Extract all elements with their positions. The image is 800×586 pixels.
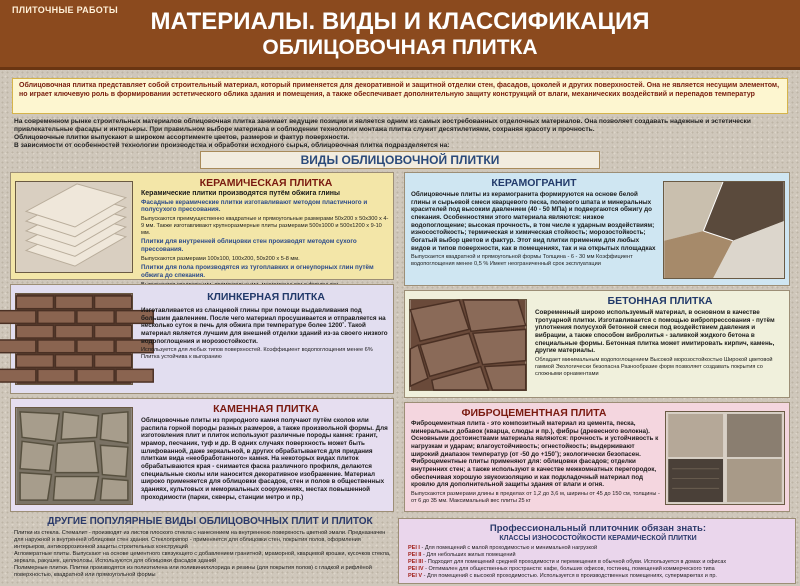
pei-code: PEI III	[408, 559, 423, 565]
pro-title: Профессиональный плиточник обязан знать:	[489, 523, 707, 534]
pei-row	[408, 559, 794, 565]
panel-stone	[10, 398, 394, 512]
page-title: МАТЕРИАЛЫ. ВИДЫ И КЛАССИФИКАЦИЯ	[150, 8, 650, 35]
stone-text: Облицовочные плиты из природного камня получают путём сколов или распила горной породы разных размеров, а также произвольной формы. Для изготовления плит и плиток используют различные породы камня: гранит, мрамор, песчаник, туф и др. В одних случаях поверхность может быть шлифованной, даже зеркальной, в других обрабатывается для придания плиткам вида «необработанного» камня. На некоторых видах плиток обрабатываются края - снимается фаска различного профиля, делаются специальные сколы или наносится декоративное изображение. Материал широко применяется для облицовки фасадов, стен и полов в общественных зданиях, культовых и мемориальных сооружениях, местах повышенной проходимости (парки, скверы, станции метро и пр.)	[141, 417, 388, 501]
fibercement-text-2: Выпускаются размерами длины в пределах от 1,2 до 3,6 м, ширины от 45 до 150 см, толщины - от 6 до 35 мм. Максимальный вес плиты 25 кг	[411, 491, 660, 504]
pei-row	[408, 566, 794, 572]
pei-text: - Для небольших жилых помещений	[422, 552, 516, 558]
ceramic-text-1: Керамические плитки производятся путём обжига глины	[141, 190, 340, 197]
panel-porcelain	[404, 172, 790, 286]
ceramic-text-5: Выпускаются размерами 100x100, 100x200, 50x200 x 5-8 мм.	[141, 255, 300, 262]
pei-code: PEI I	[408, 545, 420, 551]
stone-tile-photo	[15, 407, 133, 505]
fibercement-text	[411, 420, 661, 505]
ceramic-text-4: Плитки для внутренней облицовки стен производят методом сухого прессования.	[141, 238, 357, 253]
pro-subtitle: КЛАССЫ ИЗНОСОСТОЙКОСТИ КЕРАМИЧЕСКОЙ ПЛИТКИ	[499, 535, 697, 542]
panel-clinker	[10, 284, 394, 394]
extra-types-title: ДРУГИЕ ПОПУЛЯРНЫЕ ВИДЫ ОБЛИЦОВОЧНЫХ ПЛИТ И ПЛИТОК	[47, 516, 373, 527]
extra-item-polymer: Полимерные плитки. Плитки производятся из полиэтилена или поливинилхлорида и резины (для покрытия полов) с гладкой и рифлёной поверхностью, квадратной или прямоугольной формы	[14, 564, 372, 578]
clinker-text-2: Используется для любых типов поверхностей. Коэффициент водопоглощения менее 6% Плитка устойчива к выгоранию	[141, 347, 373, 361]
header-banner	[0, 0, 800, 70]
page-subtitle: ОБЛИЦОВОЧНАЯ ПЛИТКА	[262, 36, 538, 59]
topic-label: ПЛИТОЧНЫЕ РАБОТЫ	[12, 5, 118, 15]
porcelain-tiles-photo	[663, 181, 785, 279]
pei-code: PEI II	[408, 552, 422, 558]
clinker-brick-photo	[15, 293, 133, 385]
pei-row	[408, 545, 794, 551]
concrete-text-1: Современный широко используемый материал, в основном в качестве тротуарной плитки. Изготавливается с помощью вибропрессования - путём уплотнения полусухой бетонной смеси под воздействием давления и вибрации, а также способом вибролитья - заливкой жидкого бетона в специальные формы. Бетонная плитка может имитировать кирпич, камень, другие материалы.	[535, 309, 775, 355]
pei-row	[408, 552, 794, 558]
fibercement-title: ФИБРОЦЕМЕНТНАЯ ПЛИТА	[461, 407, 607, 419]
porcelain-text	[411, 191, 657, 268]
extra-item-glass: Плитки из стекла. Стемалит - производят из листов плоского стекла с нанесением на внутреннюю поверхность цветной эмали. Предназначен для наружной и внутренней облицовки стен здания. Стеклоприпор - применяется для облицовки стен, покрытия полов, оформления интерьеров, антикоррозионной защиты строительных конструкций	[14, 530, 386, 550]
extra-types-list	[14, 530, 394, 579]
pei-text: - Оптимален для общественных пространств: кафе, больших офисов, гостиниц, помещений коммерческого типа	[425, 566, 715, 572]
pei-code: PEI IV	[408, 566, 424, 572]
clinker-title: КЛИНКЕРНАЯ ПЛИТКА	[207, 291, 325, 303]
clinker-text	[141, 307, 391, 361]
concrete-text-2: Обладает минимальным водопоглощением Высокой морозостойкостью Широкой цветовой гаммой Экологически безопасна Разнообразие форм позволяет создавать покрытия со сложными орнаментами	[535, 357, 773, 377]
ceramic-text-6: Плитки для пола производятся из тугоплавких и огнеупорных глин путём обжига до спекания.	[141, 264, 374, 280]
panel-concrete	[404, 290, 790, 398]
porcelain-text-2: Выпускается квадратной и прямоугольной формы Толщина - 6 - 30 мм Коэффициент водопоглощения менее 0,5 % Имеет неограниченный срок эксплуатации	[411, 254, 633, 268]
ceramic-text-3: Выпускаются преимущественно квадратные и прямоугольные размерами 50x200 x 50x300 x 4-9 мм. Также изготавливают крупноразмерные плиты размерами 500x1000 и 500x1200 x 9-10 мм.	[141, 215, 389, 236]
pei-text: - Для помещений с малой проходимостью и минимальной нагрузкой	[421, 545, 598, 551]
stone-title: КАМЕННАЯ ПЛИТКА	[213, 403, 319, 415]
section-title: ВИДЫ ОБЛИЦОВОЧНОЙ ПЛИТКИ	[200, 151, 600, 169]
concrete-title: БЕТОННАЯ ПЛИТКА	[607, 295, 713, 307]
porcelain-title: КЕРАМОГРАНИТ	[491, 177, 577, 189]
panel-fibercement	[404, 402, 790, 512]
concrete-text	[535, 309, 785, 377]
intro-box: Облицовочная плитка представляет собой строительный материал, который применяется для декоративной и защитной отделки стен, фасадов, цоколей и других поверхностей. Она не является несущим элементом, но играет ключевую роль в формировании эстетического облика здания и помещения, а также обеспечивает дополнительную защиту конструкций от влаги, механических воздействий и перепадов температур	[12, 78, 788, 114]
clinker-text-1: Изготавливается из сланцевой глины при помощи выдавливания под большим давлением. После чего материал просушивается и отправляется на несколько суток в печь для обжига при температуре более 1200˚. Такой материал является лучшим для внешней отделки зданий из-за своего низкого водопоглощения и морозостойкости.	[141, 307, 388, 345]
pei-text: - Для помещений с высокой проходимостью. Используется в производственных помещениях, супермаркетах и пр.	[423, 573, 717, 579]
ceramic-title: КЕРАМИЧЕСКАЯ ПЛИТКА	[199, 177, 333, 189]
pei-text: - Подходит для помещений средней проходимости и перемещения в обычной обуви. Используется в домах и офисах	[424, 559, 727, 565]
porcelain-text-1: Облицовочные плиты из керамогранита формируются на основе белой глины и сырьевой смеси кварцевого песка, полевого шпата и минеральных красителей под высоким давлением (40 - 50 МПа) и подвергаются обжигу до спекания. Особенностями этого материала являются: низкое водопоглощение; высокая прочность, в том числе к ударным воздействиям; износостойкость; термическая и химическая стойкость; морозостойкость; богатый выбор цветов и фактур. Этот вид плитки применим для любых видов и типов поверхности, как в помещениях, так и на открытых площадках	[411, 191, 656, 252]
pei-row	[408, 573, 794, 579]
fibercement-text-1: Фиброцементная плита - это композитный материал из цемента, песка, минеральных добавок (кварца, слюды и пр.), фибры (древесного волокна). Основными достоинствами материала являются: прочность и устойчивость к нагрузкам и ударам; влагоустойчивость; огнестойкость; выдерживают широкий диапазон температур (от -50 до +150˚); экологически безопасен. Фиброцементные плиты применяют для: облицовки фасадов; отделки внутренних стен; а также используют в качестве межкомнатных перегородок, обеспечивая хорошую звукоизоляцию и как подкладочный материал под кровлю для дополнительной защиты здания от влаги и огня.	[411, 420, 659, 489]
paragraph-assortment: Облицовочные плитки выпускают в широком ассортименте цветов, размеров и фактур поверхности.	[14, 134, 350, 141]
ceramic-text	[141, 190, 391, 289]
concrete-pavers-photo	[409, 299, 527, 391]
pei-code: PEI V	[408, 573, 423, 579]
paragraph-market: На современном рынке строительных материалов облицовочная плитка занимает ведущие позиции и является одним из самых востребованных отделочных материалов. Она позволяет создавать надежные и эстетически привлекательные фасады и интерьеры. При правильном выборе материала и соблюдении технологии монтажа плитка служит десятилетиями, сохраняя красоту и прочность.	[14, 118, 751, 134]
paragraph-classification: В зависимости от особенностей технологии производства и обработки исходного сырья, облицовочная плитка подразделяется на:	[14, 142, 450, 149]
fibercement-panels-photo	[665, 411, 785, 505]
panel-ceramic	[10, 172, 394, 280]
ceramic-tiles-photo	[15, 181, 133, 273]
ceramic-text-2: Фасадные керамические плитки изготавливают методом пластичного и полусухого прессования.	[141, 198, 368, 214]
extra-item-agglomerate: Агломератные плиты. Выпускают на основе цементного связующего с добавлением гранитной, мраморной, кварцевой крошки, кусочков стекла, зеркала, ракушек, целлюлозы. Используются для облицовки фасадов зданий	[14, 550, 391, 564]
